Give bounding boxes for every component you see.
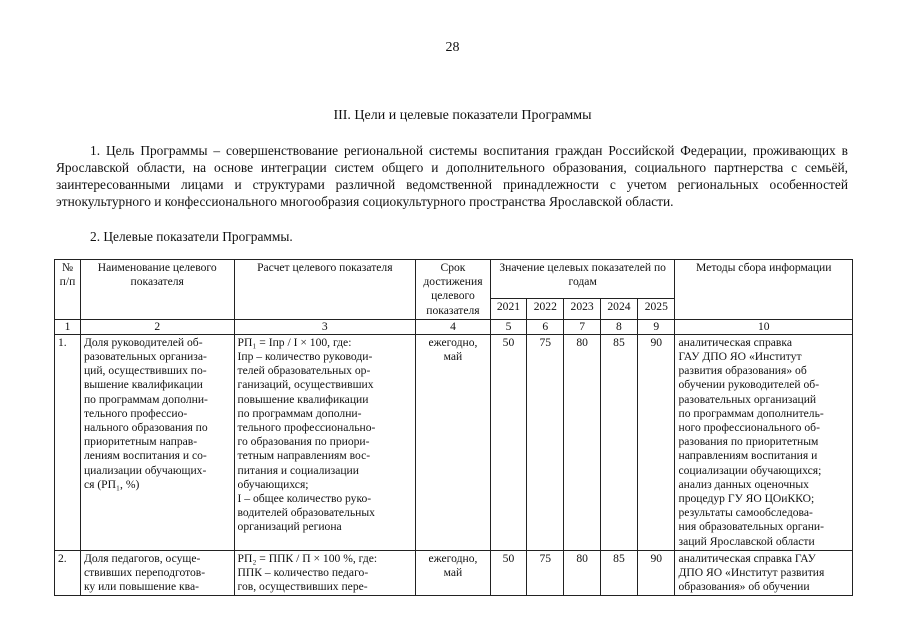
indicator-calculation bbox=[234, 550, 416, 596]
header-year: 2022 bbox=[527, 298, 564, 319]
text-line: лениям воспитания и со- bbox=[83, 449, 207, 463]
text-line: ку или повышение ква- bbox=[83, 580, 199, 594]
indicator-term bbox=[416, 334, 491, 550]
text-line: обучении руководителей об- bbox=[678, 378, 820, 392]
text-line: ния образовательных органи- bbox=[678, 520, 824, 534]
header-values-group: Значение целевых показателей по годам bbox=[490, 260, 675, 299]
text-line: разовательных организаций bbox=[678, 392, 817, 406]
text-line: приоритетным направ- bbox=[83, 435, 198, 449]
text-line: ППК – количество педаго- bbox=[237, 566, 369, 580]
column-number: 5 bbox=[490, 319, 526, 334]
text-line: аналитическая справка ГАУ bbox=[678, 551, 816, 565]
text-line: питания и социализации bbox=[237, 463, 359, 477]
text-line: циализации обучающих- bbox=[83, 463, 207, 477]
text-line: направлениям воспитания и bbox=[678, 449, 818, 463]
text-line: Iпр – количество руководи- bbox=[237, 350, 373, 364]
column-number: 8 bbox=[600, 319, 637, 334]
text-line: по программам дополнитель- bbox=[678, 406, 824, 420]
indicator-term bbox=[416, 550, 491, 596]
text-line: по программам дополни- bbox=[237, 406, 362, 420]
page-number: 28 bbox=[445, 40, 460, 55]
text-line: ного профессионального об- bbox=[678, 421, 820, 435]
column-number: 7 bbox=[564, 319, 600, 334]
column-numbers-row bbox=[55, 319, 853, 334]
text-line: ся (РП₁, %) bbox=[83, 477, 140, 491]
text-line: аналитическая справка bbox=[678, 335, 792, 349]
text-line: процедур ГУ ЯО ЦОиККО; bbox=[678, 492, 815, 506]
value-2024: 85 bbox=[600, 334, 637, 550]
text-line: май bbox=[443, 350, 463, 364]
header-methods: Методы сбора информации bbox=[675, 260, 853, 320]
header-year: 2024 bbox=[600, 298, 637, 319]
text-line: развития образования» об bbox=[678, 364, 807, 378]
text-line: тельного профессионально- bbox=[237, 421, 376, 435]
column-number: 3 bbox=[234, 319, 416, 334]
text-line: ствивших переподготов- bbox=[83, 566, 206, 580]
value-2022: 75 bbox=[527, 550, 564, 596]
header-year: 2023 bbox=[564, 298, 600, 319]
column-number: 1 bbox=[55, 319, 81, 334]
text-line: РП₂ = ППК / П × 100 %, где: bbox=[237, 551, 378, 565]
text-line: анализ данных оценочных bbox=[678, 477, 809, 491]
indicator-name bbox=[80, 334, 234, 550]
value-2021: 50 bbox=[490, 550, 526, 596]
text-line: РП₁ = Iпр / I × 100, где: bbox=[237, 335, 352, 349]
section-title: III. Цели и целевые показатели Программы bbox=[333, 108, 592, 123]
text-line: водителей образовательных bbox=[237, 506, 375, 520]
header-year: 2021 bbox=[490, 298, 526, 319]
text-line: социализации обучающихся; bbox=[678, 463, 822, 477]
text-line: результаты самообследова- bbox=[678, 506, 813, 520]
header-num: № п/п bbox=[55, 260, 81, 320]
text-line: разования по приоритетным bbox=[678, 435, 819, 449]
value-2021: 50 bbox=[490, 334, 526, 550]
table-row bbox=[55, 550, 853, 596]
header-term: Срок достижения целевого показателя bbox=[416, 260, 491, 320]
text-line: нального образования по bbox=[83, 421, 208, 435]
column-number: 6 bbox=[527, 319, 564, 334]
text-line: ций, осуществивших по- bbox=[83, 364, 207, 378]
text-line: I – общее количество руко- bbox=[237, 492, 372, 506]
text-line: Доля руководителей об- bbox=[83, 335, 203, 349]
text-line: ежегодно, bbox=[428, 551, 478, 565]
text-line: вышение квалификации bbox=[83, 378, 203, 392]
text-line: го образования по приори- bbox=[237, 435, 370, 449]
table-header-row bbox=[55, 260, 853, 299]
text-line: обучающихся; bbox=[237, 477, 309, 491]
value-2025: 90 bbox=[638, 550, 675, 596]
header-calc: Расчет целевого показателя bbox=[234, 260, 416, 320]
header-year: 2025 bbox=[638, 298, 675, 319]
text-line: гов, осуществивших пере- bbox=[237, 580, 368, 594]
column-number: 10 bbox=[675, 319, 853, 334]
value-2023: 80 bbox=[564, 334, 600, 550]
text-line: тельного профессио- bbox=[83, 406, 188, 420]
collection-methods bbox=[675, 550, 853, 596]
text-line: ганизаций, осуществивших bbox=[237, 378, 374, 392]
text-line: Доля педагогов, осуще- bbox=[83, 551, 201, 565]
text-line: май bbox=[443, 566, 463, 580]
column-number: 9 bbox=[638, 319, 675, 334]
text-line: организаций региона bbox=[237, 520, 342, 534]
text-line: образования» об обучении bbox=[678, 580, 810, 594]
column-number: 2 bbox=[80, 319, 234, 334]
text-line: ГАУ ДПО ЯО «Институт bbox=[678, 350, 802, 364]
indicator-calculation bbox=[234, 334, 416, 550]
column-number: 4 bbox=[416, 319, 491, 334]
text-line: ДПО ЯО «Институт развития bbox=[678, 566, 825, 580]
text-line: по программам дополни- bbox=[83, 392, 208, 406]
value-2023: 80 bbox=[564, 550, 600, 596]
value-2025: 90 bbox=[638, 334, 675, 550]
value-2024: 85 bbox=[600, 550, 637, 596]
header-name: Наименование целевого показателя bbox=[80, 260, 234, 320]
text-line: телей образовательных ор- bbox=[237, 364, 371, 378]
table-row bbox=[55, 334, 853, 550]
text-line: повышение квалификации bbox=[237, 392, 369, 406]
indicator-name bbox=[80, 550, 234, 596]
text-line: разовательных организа- bbox=[83, 350, 207, 364]
indicators-paragraph: 2. Целевые показатели Программы. bbox=[90, 229, 293, 244]
text-line: ежегодно, bbox=[428, 335, 478, 349]
goal-paragraph: 1. Цель Программы – совершенствование региональной системы воспитания граждан Российской Федерации, проживающих в Ярославской области, на основе интеграции систем общего и дополнительного образования, социального партнерства с семьёй, заинтересованными лицами и структурами различной ведомственной принадлежности с учетом региональных особенностей этнокультурного и конфессионального многообразия социокультурного пространства Ярославской области. bbox=[56, 143, 848, 209]
text-line: заций Ярославской области bbox=[678, 534, 815, 548]
row-number: 2. bbox=[55, 550, 81, 596]
indicators-table bbox=[54, 259, 853, 596]
text-line: тетным направлениям вос- bbox=[237, 449, 371, 463]
value-2022: 75 bbox=[527, 334, 564, 550]
row-number: 1. bbox=[55, 334, 81, 550]
collection-methods bbox=[675, 334, 853, 550]
